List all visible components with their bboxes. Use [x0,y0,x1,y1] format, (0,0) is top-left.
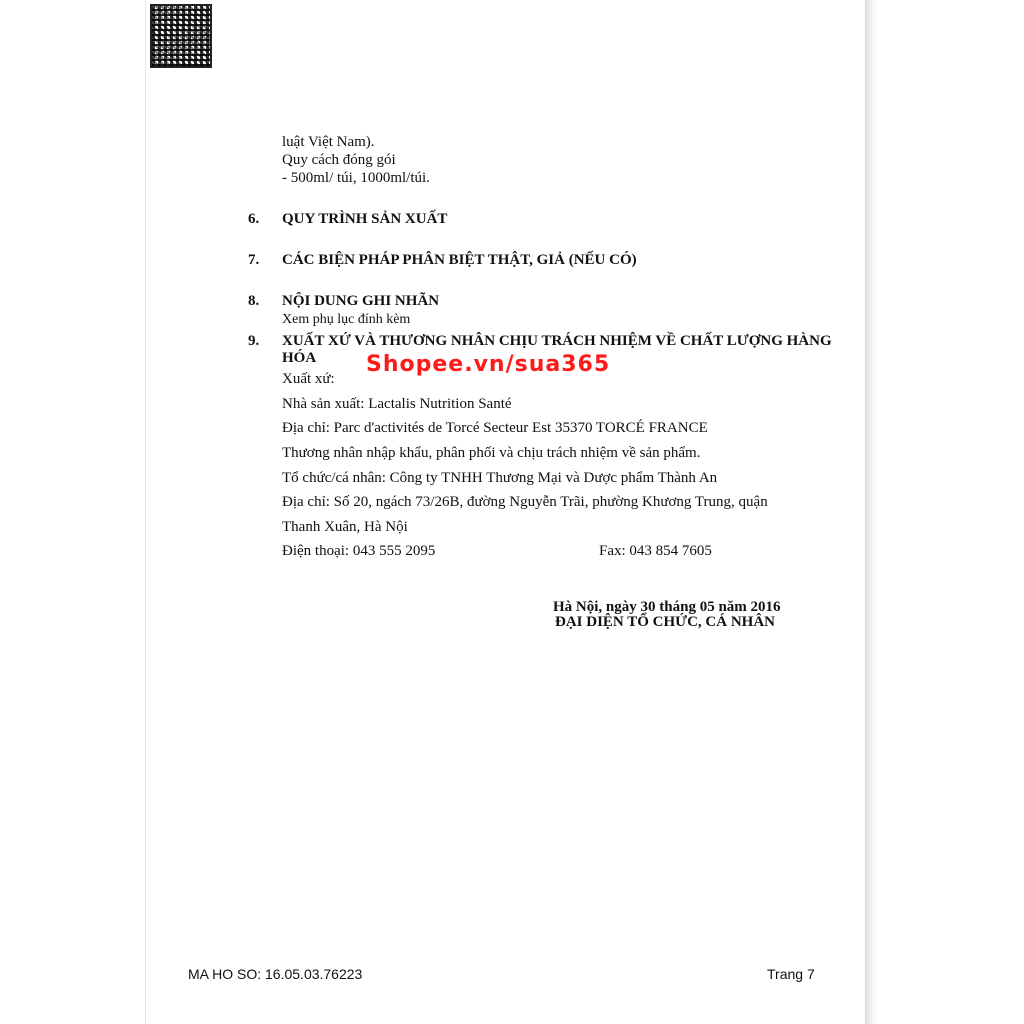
section-9-title-line1: XUẤT XỨ VÀ THƯƠNG NHÂN CHỊU TRÁCH NHIỆM VỀ CHẤT LƯỢNG HÀNG [282,333,832,349]
section-9-title-line2: HÓA [282,350,317,366]
section-7-number: 7. [248,252,260,268]
manufacturer: Nhà sản xuất: Lactalis Nutrition Santé [282,396,512,412]
document-page [145,0,867,1024]
section-8-body: Xem phụ lục đính kèm [282,312,411,327]
organization-address-line2: Thanh Xuân, Hà Nội [282,519,408,535]
phone: Điện thoại: 043 555 2095 [282,543,436,559]
page-shadow [865,0,879,1024]
qr-code-icon [150,4,212,68]
trader-heading: Thương nhân nhập khẩu, phân phối và chịu trách nhiệm về sản phẩm. [282,445,701,461]
origin-label: Xuất xứ: [282,371,335,387]
fax: Fax: 043 854 7605 [599,543,712,559]
intro-line-1: luật Việt Nam). [282,134,375,150]
intro-packaging-label: Quy cách đóng gói [282,152,396,168]
section-8-title: NỘI DUNG GHI NHÃN [282,293,440,309]
organization: Tổ chức/cá nhân: Công ty TNHH Thương Mại và Dược phẩm Thành An [282,470,718,486]
intro-packaging-value: - 500ml/ túi, 1000ml/túi. [282,170,430,186]
record-code: MA HO SO: 16.05.03.76223 [188,966,363,982]
section-6-title: QUY TRÌNH SẢN XUẤT [282,211,448,227]
page-left-edge [145,0,146,1024]
page-number: Trang 7 [767,966,815,982]
organization-address-line1: Địa chỉ: Số 20, ngách 73/26B, đường Nguyễn Trãi, phường Khương Trung, quận [282,494,768,510]
manufacturer-address: Địa chỉ: Parc d'activités de Torcé Secteur Est 35370 TORCÉ FRANCE [282,420,708,436]
signature-role: ĐẠI DIỆN TỔ CHỨC, CÁ NHÂN [555,614,776,630]
section-6-number: 6. [248,211,260,227]
section-7-title: CÁC BIỆN PHÁP PHÂN BIỆT THẬT, GIẢ (NẾU CÓ) [282,252,637,268]
signature-date: Hà Nội, ngày 30 tháng 05 năm 2016 [553,599,781,615]
section-9-number: 9. [248,333,260,349]
shop-watermark: Shopee.vn/sua365 [366,352,611,377]
section-8-number: 8. [248,293,260,309]
